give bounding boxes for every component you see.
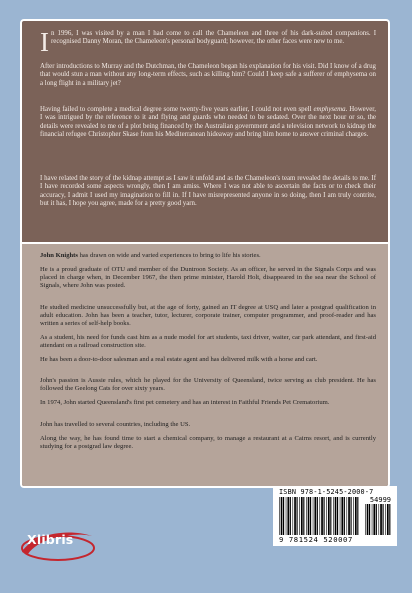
barcode-bar <box>313 497 314 535</box>
barcode-bar <box>301 497 303 535</box>
barcode-bar <box>326 497 327 535</box>
barcode-bar <box>340 497 341 535</box>
barcode-bar <box>314 497 316 535</box>
barcode-bar <box>385 504 386 535</box>
barcode-bar <box>303 497 304 535</box>
barcode-bar <box>310 497 311 535</box>
barcode-bar <box>373 504 375 535</box>
barcode-bar <box>279 497 280 535</box>
barcode-bar <box>330 497 331 535</box>
publisher-logo <box>18 526 98 566</box>
barcode-bar <box>389 504 390 535</box>
bio-paragraph-5: He has been a door-to-door salesman and a real estate agent and has delivered milk with a horse and cart. <box>40 356 318 363</box>
publisher-name: Xlibris <box>27 532 74 547</box>
barcode-bar <box>299 497 300 535</box>
blurb-paragraph-4: I have related the story of the kidnap attempt as I saw it unfold and as the Chameleon's team revealed the details to me. If I have recorded some aspects wrongly, then I am amiss. Where I was not able to ascertain the facts or to check their accuracy, I admit I used my imagination to fill in. If I have misrepresented anyone in so doing, then I am truly contrite, but it has, I hope you agree, made for a pretty good yarn. <box>40 175 376 208</box>
barcode-bar <box>287 497 289 535</box>
barcode-bar <box>324 497 325 535</box>
barcode-bar <box>294 497 296 535</box>
barcode-digits: 9 781524 520007 <box>279 535 353 544</box>
barcode-bar <box>293 497 294 535</box>
barcode-bar <box>317 497 318 535</box>
blurb-paragraph-1: In 1996, I was visited by a man I had come to call the Chameleon and three of his dark-suited companions. I recognised Danny Moran, the Chameleon's personal bodyguard; however, the other faces were new to me. <box>40 27 376 57</box>
blurb-paragraph-2: After introductions to Murray and the Dutchman, the Chameleon began his explanation for his visit. Did I know of a drug that would stun a man without any long-term effects, such as killing him? Could I keep safe a sufferer of emphysema on a long flight in a military jet? <box>40 63 376 87</box>
bio-paragraph-1: John Knights has drawn on wide and varied experiences to bring to life his stories. <box>40 252 261 259</box>
barcode-bar <box>328 497 330 535</box>
author-bio-section <box>22 244 388 488</box>
barcode-bar <box>372 504 373 535</box>
barcode-bar <box>286 497 287 535</box>
blurb-section <box>22 21 388 242</box>
barcode-bar <box>321 497 323 535</box>
barcode-bar <box>376 504 377 535</box>
emphasis-word: emphysema <box>313 106 346 113</box>
bio-paragraph-4: As a student, his need for funds cast him as a nude model for art students, taxi driver, waiter, car park attendant, and first-aid attendant on a railroad construction site. <box>40 334 376 350</box>
barcode-bar <box>306 497 307 535</box>
barcode-bar <box>297 497 298 535</box>
barcode-bar <box>335 497 337 535</box>
barcode-bar <box>351 497 352 535</box>
barcode-bars <box>279 497 359 535</box>
drop-cap: I <box>40 27 49 57</box>
barcode-bar <box>379 504 380 535</box>
barcode-bar <box>341 497 343 535</box>
barcode-bar <box>344 497 345 535</box>
price-code: 54999 <box>369 496 391 504</box>
barcode-bar <box>333 497 334 535</box>
barcode-bar <box>387 504 389 535</box>
barcode-bar <box>308 497 310 535</box>
isbn-barcode <box>273 486 397 546</box>
barcode-bar <box>367 504 369 535</box>
barcode-bar <box>357 497 358 535</box>
bio-paragraph-2: He is a proud graduate of OTU and member of the Duntroon Society. As an officer, he served in the Signals Corps and was placed in charge when, in December 1967, the then prime minister, Harold Holt, disappeared in the sea near the School of Signals, where John was posted. <box>40 266 376 290</box>
bio-paragraph-9: Along the way, he has found time to start a chemical company, to manage a restaurant at a Cairns resort, and is currently studying for a postgrad law degree. <box>40 435 376 451</box>
barcode-bar <box>369 504 370 535</box>
barcode-bar <box>283 497 284 535</box>
isbn-number: ISBN 978-1-5245-2000-7 <box>279 488 374 496</box>
bio-paragraph-6: John's passion is Aussie rules, which he played for the University of Queensland, twice serving as club president. He has followed the Geelong Cats for over sixty years. <box>40 377 376 393</box>
barcode-bar <box>353 497 354 535</box>
barcode-bar <box>383 504 384 535</box>
barcode-bar <box>320 497 321 535</box>
barcode-bar <box>337 497 338 535</box>
bio-paragraph-3: He studied medicine unsuccessfully but, at the age of forty, gained an IT degree at USQ and later a postgrad qualification in adult education. John has been a teacher, tutor, lecturer, corporate trainer, computer programmer, and proof-reader and has written a series of self-help books. <box>40 304 376 328</box>
barcode-bar <box>347 497 348 535</box>
barcode-bar <box>348 497 350 535</box>
author-name: John Knights <box>40 252 78 259</box>
barcode-bar <box>355 497 357 535</box>
barcode-bar <box>281 497 283 535</box>
barcode-bar <box>365 504 366 535</box>
bio-paragraph-7: In 1974, John started Queensland's first pet cemetery and has an interest in Faithful Friends Pet Crematorium. <box>40 399 330 406</box>
back-cover-panel <box>20 19 390 488</box>
blurb-paragraph-3: Having failed to complete a medical degree some twenty-five years earlier, I could not even spell emphysema. However, I was intrigued by the reference to it and flying and guards who needed to be sedated. Over the next hour or so, the details were revealed to me of a plot being financed by the Australian government and a television network to kidnap the financial refugee Christopher Skase from his Mediterranean hideaway and bring him home to answer criminal charges. <box>40 106 376 139</box>
bio-paragraph-8: John has travelled to several countries, including the US. <box>40 421 191 428</box>
barcode-bar <box>380 504 382 535</box>
price-barcode-bars <box>365 504 391 535</box>
barcode-bar <box>290 497 291 535</box>
